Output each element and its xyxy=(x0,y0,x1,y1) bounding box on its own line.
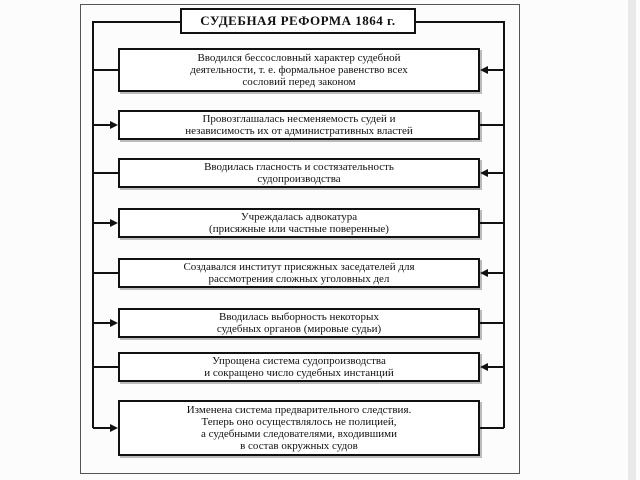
right-connector xyxy=(480,322,504,324)
left-connector xyxy=(93,427,110,429)
reform-box-line: судопроизводства xyxy=(257,173,341,185)
right-connector xyxy=(480,427,504,429)
diagram-title: СУДЕБНАЯ РЕФОРМА 1864 г. xyxy=(180,8,416,34)
reform-box-line: Создавался институт присяжных заседателей для xyxy=(183,261,415,273)
reform-box-line: деятельности, т. е. формальное равенство всех xyxy=(190,64,408,76)
arrow-right-icon xyxy=(110,319,118,327)
reform-box-line: сословий перед законом xyxy=(242,76,356,88)
title-connector-right xyxy=(416,21,504,23)
reform-box-3 xyxy=(118,158,480,188)
reform-box-line: в состав окружных судов xyxy=(240,440,358,452)
arrow-right-icon xyxy=(110,121,118,129)
right-connector xyxy=(488,172,504,174)
reform-box-5 xyxy=(118,258,480,288)
right-connector xyxy=(488,272,504,274)
reform-box-line: рассмотрения сложных уголовных дел xyxy=(208,273,390,285)
reform-box-line: Изменена система предварительного следствия. xyxy=(186,404,412,416)
left-connector xyxy=(93,172,118,174)
reform-box-line: Упрощена система судопроизводства xyxy=(212,355,386,367)
right-connector xyxy=(488,366,504,368)
reform-box-line: (присяжные или частные поверенные) xyxy=(209,223,389,235)
scrollbar-track[interactable] xyxy=(628,0,636,480)
reform-box-line: а судебными следователями, входившими xyxy=(201,428,397,440)
reform-box-line: независимость их от административных властей xyxy=(185,125,413,137)
reform-box-2 xyxy=(118,110,480,140)
right-connector xyxy=(488,69,504,71)
reform-box-line: Провозглашалась несменяемость судей и xyxy=(202,113,396,125)
left-connector xyxy=(93,366,118,368)
reform-box-line: Теперь оно осуществлялось не полицией, xyxy=(201,416,397,428)
reform-box-4 xyxy=(118,208,480,238)
reform-box-7 xyxy=(118,352,480,382)
reform-box-8 xyxy=(118,400,480,456)
arrow-left-icon xyxy=(480,66,488,74)
left-connector xyxy=(93,272,118,274)
left-connector xyxy=(93,69,118,71)
right-connector xyxy=(480,222,504,224)
reform-box-line: и сокращено число судебных инстанций xyxy=(204,367,394,379)
left-connector xyxy=(93,322,110,324)
reform-box-line: Вводился бессословный характер судебной xyxy=(197,52,401,64)
arrow-left-icon xyxy=(480,169,488,177)
reform-box-line: Вводилась выборность некоторых xyxy=(219,311,379,323)
arrow-left-icon xyxy=(480,363,488,371)
reform-box-line: судебных органов (мировые судьи) xyxy=(216,323,382,335)
arrow-left-icon xyxy=(480,269,488,277)
left-connector xyxy=(93,222,110,224)
left-connector xyxy=(93,124,110,126)
reform-box-line: Вводилась гласность и состязательность xyxy=(204,161,394,173)
title-connector-left xyxy=(93,21,180,23)
arrow-right-icon xyxy=(110,219,118,227)
reform-box-1 xyxy=(118,48,480,92)
reform-box-6 xyxy=(118,308,480,338)
reform-box-line: Учреждалась адвокатура xyxy=(240,211,358,223)
right-connector xyxy=(480,124,504,126)
arrow-right-icon xyxy=(110,424,118,432)
